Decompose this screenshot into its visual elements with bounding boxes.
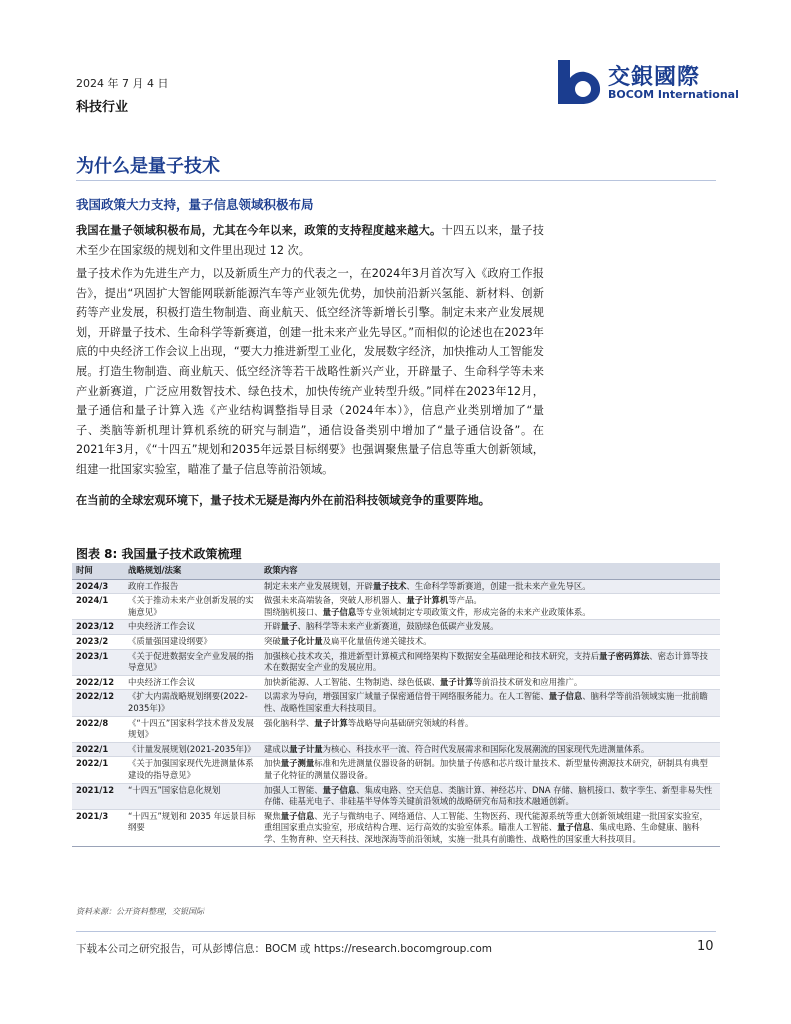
footer-text: 下载本公司之研究报告，可从彭博信息：BOCM 或 https://research.bocomgroup.com [76, 943, 493, 955]
row-plan: 政府工作报告 [124, 579, 260, 594]
row-content: 聚焦量子信息、光子与微纳电子、网络通信、人工智能、生物医药、现代能源系统等重大创新领域组建一批国家实验室，重组国家重点实验室，形成结构合理、运行高效的实验室体系。瞄准人工智能、量子信息、集成电路、生命健康、脑科学、生物育种、空天科技、深地深海等前沿领域，实施一批具有前瞻性、战略性的国家重大科技项目。 [260, 809, 720, 847]
table-header-row [72, 563, 720, 579]
section-subtitle: 我国政策大力支持，量子信息领域积极布局 [76, 197, 314, 212]
row-time: 2022/1 [72, 742, 124, 757]
table-row [72, 594, 720, 620]
row-time: 2022/12 [72, 690, 124, 716]
policy-table [72, 563, 720, 847]
row-content: 制定未来产业发展规划，开辟量子技术、生命科学等新赛道，创建一批未来产业先导区。 [260, 579, 720, 594]
table-row [72, 809, 720, 847]
row-plan: 《关于推动未来产业创新发展的实施意见》 [124, 594, 260, 620]
row-content: 强化脑科学、量子计算等战略导向基础研究领域的科普。 [260, 716, 720, 742]
page-number: 10 [697, 939, 714, 954]
table-row [72, 675, 720, 690]
table-row [72, 757, 720, 783]
row-content: 建成以量子计量为核心、科技水平一流、符合时代发展需求和国际化发展潮流的国家现代先进测量体系。 [260, 742, 720, 757]
row-time: 2021/3 [72, 809, 124, 847]
row-time: 2023/2 [72, 634, 124, 649]
row-plan: 《计量发展规划(2021-2035年)》 [124, 742, 260, 757]
row-time: 2022/12 [72, 675, 124, 690]
figure-source: 资料来源：公开资料整理，交银国际 [76, 907, 204, 916]
section-divider [76, 180, 716, 181]
row-plan: 《关于加强国家现代先进测量体系建设的指导意见》 [124, 757, 260, 783]
row-content: 开辟量子、脑科学等未来产业新赛道，鼓励绿色低碳产业发展。 [260, 620, 720, 635]
row-content: 以需求为导向，增强国家广域量子保密通信骨干网络服务能力。在人工智能、量子信息、脑科学等前沿领域实施一批前瞻性、战略性国家重大科技项目。 [260, 690, 720, 716]
table-row [72, 716, 720, 742]
paragraph-1-rest: 十四五以来，量子技术至少在国家级的规划和文件里出现过 12 次。 [76, 224, 544, 257]
row-plan: “十四五”国家信息化规划 [124, 783, 260, 809]
header-content: 政策内容 [260, 563, 720, 579]
header-time: 时间 [72, 563, 124, 579]
paragraph-1-bold: 我国在量子领域积极布局，尤其在今年以来，政策的支持程度越来越大。 [76, 224, 442, 237]
row-content: 突破量子化计量及扁平化量值传递关键技术。 [260, 634, 720, 649]
paragraph-2: 量子技术作为先进生产力，以及新质生产力的代表之一，在2024年3月首次写入《政府工作报告》，提出“巩固扩大智能网联新能源汽车等产业领先优势，加快前沿新兴氢能、新材料、创新药等产业发展，积极打造生物制造、商业航天、低空经济等新增长引擎。制定未来产业发展规划，开辟量子技术、生命科学等新赛道，创建一批未来产业先导区。”而相似的论述也在2023年底的中央经济工作会议上出现，“要大力推进新型工业化，发展数字经济，加快推动人工智能发展。打造生物制造、商业航天、低空经济等若干战略性新兴产业，开辟量子、生命科学等未来产业新赛道，广泛应用数智技术、绿色技术，加快传统产业转型升级。”同样在2023年12月，量子通信和量子计算入选《产业结构调整指导目录（2024年本）》，信息产业类别增加了“量子、类脑等新机理计算机系统的研究与制造”，通信设备类别中增加了“量子通信设备”。在2021年3月，《“十四五”规划和2035年远景目标纲要》也强调聚焦量子信息等重大创新领域，组建一批国家实验室，瞄准了量子信息等前沿领域。 [76, 267, 544, 476]
section-title: 为什么是量子技术 [76, 156, 220, 177]
table-row [72, 690, 720, 716]
table-row [72, 783, 720, 809]
row-plan: 《扩大内需战略规划纲要(2022-2035年)》 [124, 690, 260, 716]
row-content: 加快量子测量标准和先进测量仪器设备的研制。加快量子传感和芯片级计量技术、新型量传溯源技术研究，研制具有典型量子化特征的测量仪器设备。 [260, 757, 720, 783]
row-time: 2023/12 [72, 620, 124, 635]
row-time: 2024/3 [72, 579, 124, 594]
row-plan: 《质量强国建设纲要》 [124, 634, 260, 649]
row-plan: 《“十四五”国家科学技术普及发展规划》 [124, 716, 260, 742]
row-content: 加强核心技术攻关，推进新型计算模式和网络架构下数据安全基础理论和技术研究，支持后量子密码算法、密态计算等技术在数据安全产业的发展应用。 [260, 649, 720, 675]
table-row [72, 579, 720, 594]
table-row [72, 742, 720, 757]
bocom-logo-icon [552, 58, 602, 104]
row-plan: 《关于促进数据安全产业发展的指导意见》 [124, 649, 260, 675]
row-time: 2022/1 [72, 757, 124, 783]
table-row [72, 620, 720, 635]
report-sector: 科技行业 [76, 100, 129, 115]
logo-english-text: BOCOM International [608, 88, 739, 101]
report-date: 2024 年 7 月 4 日 [76, 77, 169, 90]
bocom-logo [552, 58, 739, 104]
header-plan: 战略规划/法案 [124, 563, 260, 579]
paragraph-3: 在当前的全球宏观环境下，量子技术无疑是海内外在前沿科技领域竞争的重要阵地。 [76, 494, 490, 507]
row-time: 2024/1 [72, 594, 124, 620]
row-time: 2023/1 [72, 649, 124, 675]
table-row [72, 649, 720, 675]
row-time: 2021/12 [72, 783, 124, 809]
logo-chinese-text: 交銀國際 [608, 64, 701, 90]
row-content: 加快新能源、人工智能、生物制造、绿色低碳、量子计算等前沿技术研发和应用推广。 [260, 675, 720, 690]
row-plan: 中央经济工作会议 [124, 675, 260, 690]
row-content: 做强未来高端装备，突破人形机器人、量子计算机等产品。 围绕脑机接口、量子信息等专业领域制定专项政策文件，形成完备的未来产业政策体系。 [260, 594, 720, 620]
paragraph-1 [76, 221, 544, 260]
figure-title: 图表 8: 我国量子技术政策梳理 [76, 547, 242, 561]
row-plan: “十四五”规划和 2035 年远景目标纲要 [124, 809, 260, 847]
footer-divider [76, 931, 716, 932]
row-time: 2022/8 [72, 716, 124, 742]
row-content: 加强人工智能、量子信息、集成电路、空天信息、类脑计算、神经芯片、DNA 存储、脑机接口、数字孪生、新型非易失性存储、硅基光电子、非硅基半导体等关键前沿领域的战略研究布局和技术融通创新。 [260, 783, 720, 809]
row-plan: 中央经济工作会议 [124, 620, 260, 635]
table-row [72, 634, 720, 649]
